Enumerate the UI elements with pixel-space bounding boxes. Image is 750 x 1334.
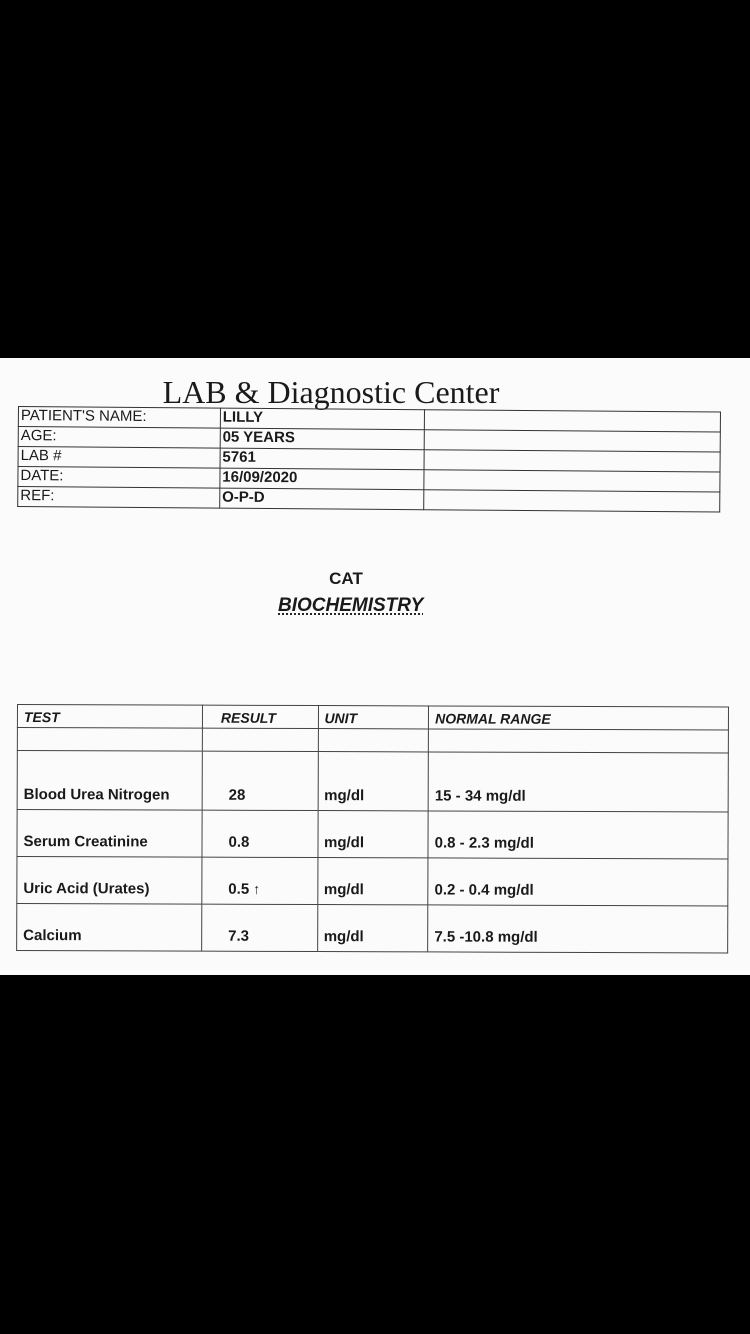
empty-cell xyxy=(318,729,429,752)
column-header-test: TEST xyxy=(17,705,202,729)
empty-cell xyxy=(428,729,728,753)
normal-range: 7.5 -10.8 mg/dl xyxy=(428,905,728,953)
empty-cell xyxy=(423,490,719,512)
section-title: BIOCHEMISTRY xyxy=(278,595,424,616)
result-number: 7.3 xyxy=(228,927,250,945)
unit: mg/dl xyxy=(317,905,428,952)
patient-name-value: LILLY xyxy=(220,408,424,430)
ref-value: O-P-D xyxy=(220,488,424,510)
table-row xyxy=(17,810,728,859)
table-row xyxy=(17,857,728,906)
column-header-range: NORMAL RANGE xyxy=(429,706,729,730)
date-label: DATE: xyxy=(18,467,220,489)
species-heading: CAT xyxy=(329,569,363,588)
lab-name: LAB & Diagnostic Center xyxy=(162,374,500,410)
lab-number-label: LAB # xyxy=(18,447,220,469)
patient-row xyxy=(18,487,720,513)
column-header-unit: UNIT xyxy=(318,706,429,729)
patient-name-label: PATIENT'S NAME: xyxy=(18,407,220,429)
empty-cell xyxy=(202,728,318,751)
patient-info-table xyxy=(17,406,721,513)
table-row xyxy=(17,904,728,953)
column-header-result: RESULT xyxy=(202,705,318,728)
unit: mg/dl xyxy=(317,811,428,858)
result-number: 0.8 xyxy=(228,833,250,851)
normal-range: 15 - 34 mg/dl xyxy=(428,752,728,812)
empty-cell xyxy=(424,410,720,432)
date-value: 16/09/2020 xyxy=(220,468,424,490)
result-number: 0.5 xyxy=(228,880,250,898)
result-value xyxy=(202,751,318,810)
age-value: 05 YEARS xyxy=(220,428,424,450)
result-value xyxy=(202,904,318,951)
results-header-row xyxy=(17,705,728,730)
test-name: Uric Acid (Urates) xyxy=(17,857,202,905)
unit: mg/dl xyxy=(318,752,429,811)
result-value xyxy=(202,810,318,857)
test-name: Calcium xyxy=(17,904,202,952)
unit: mg/dl xyxy=(317,858,428,905)
normal-range: 0.2 - 0.4 mg/dl xyxy=(428,858,728,906)
results-table xyxy=(16,704,729,953)
empty-cell xyxy=(424,450,720,472)
test-name: Serum Creatinine xyxy=(17,810,202,858)
table-row xyxy=(17,751,728,812)
test-name: Blood Urea Nitrogen xyxy=(17,751,202,811)
empty-cell xyxy=(424,430,720,452)
high-flag-arrow-icon: ↑ xyxy=(253,880,261,897)
normal-range: 0.8 - 2.3 mg/dl xyxy=(428,811,728,859)
spacer-row xyxy=(17,728,728,753)
result-value xyxy=(202,857,318,904)
age-label: AGE: xyxy=(18,427,220,449)
lab-number-value: 5761 xyxy=(220,448,424,470)
ref-label: REF: xyxy=(18,487,220,509)
empty-cell xyxy=(17,728,202,752)
result-number: 28 xyxy=(228,786,246,804)
empty-cell xyxy=(424,470,720,492)
report-page xyxy=(0,358,750,975)
